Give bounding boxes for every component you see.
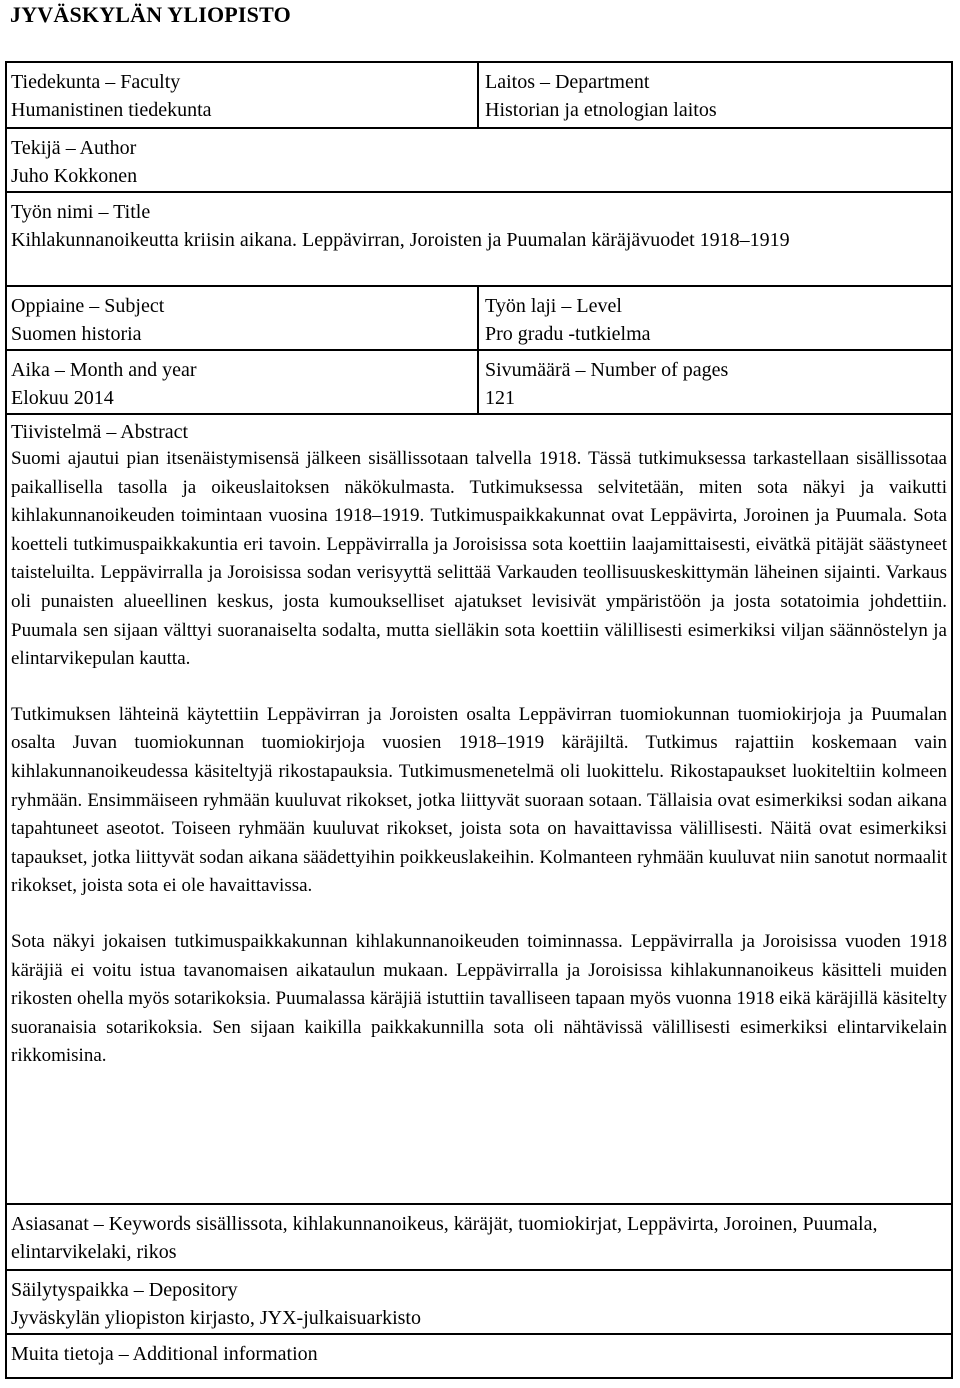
level-cell (479, 287, 951, 349)
depository-label: Säilytyspaikka – Depository (11, 1279, 238, 1301)
additional-row (7, 1335, 951, 1377)
pages-cell (479, 351, 951, 413)
date-pages-row (7, 351, 951, 415)
pages-label: Sivumäärä – Number of pages (485, 359, 729, 381)
faculty-cell (7, 63, 479, 127)
subject-cell (7, 287, 479, 349)
depository-row (7, 1271, 951, 1335)
subject-label: Oppiaine – Subject (11, 295, 165, 317)
author-label: Tekijä – Author (11, 137, 137, 159)
title-label: Työn nimi – Title (11, 201, 151, 223)
keywords-row (7, 1205, 951, 1271)
date-value: Elokuu 2014 (11, 387, 114, 409)
abstract-label: Tiivistelmä – Abstract (11, 421, 189, 443)
abstract-paragraph-1: Suomi ajautui pian itsenäistymisensä jälkeen sisällissotaan talvella 1918. Tässä tutkimuksessa tarkastellaan sisällissotaa paikallisella tasolla ja oikeuslaitoksen näkökulmasta. Tutkimuksessa selvitetään, miten sota näkyi ja vaikutti kihlakunnanoikeuden toimintaan vuosina 1918–1919. Tutkimuspaikkakunnat ovat Leppävirta, Joroinen ja Puumala. Sota koetteli tutkimuspaikkakuntia eri tavoin. Leppävirralla ja Joroisissa sota koettiin laajamittaisesti, eivätkä pitäjät säästyneet taisteluilta. Leppävirralla ja Joroisissa sodan verisyyttä selittää Varkauden teollisuuskeskittymän läheinen sijainti. Varkaus oli punaisten alueellinen keskus, josta kumoukselliset ajatukset levisivät ympäristöön ja josta sotatoimia johdettiin. Puumala sen sijaan välttyi suoranaiselta sodalta, mutta sielläkin sota koettiin välillisesti esimerkiksi viljan säännöstelyn ja elintarvikepulan kautta. (11, 448, 947, 670)
university-name: JYVÄSKYLÄN YLIOPISTO (10, 2, 291, 27)
keywords-label: Asiasanat – Keywords (11, 1213, 191, 1235)
pages-value: 121 (485, 387, 515, 409)
level-label: Työn laji – Level (485, 295, 622, 317)
keywords-cell (7, 1205, 951, 1269)
date-label: Aika – Month and year (11, 359, 197, 381)
additional-cell (7, 1335, 951, 1377)
title-value: Kihlakunnanoikeutta kriisin aikana. Leppävirran, Joroisten ja Puumalan käräjävuodet 1918–1919 (11, 229, 790, 251)
abstract-paragraph-3: Sota näkyi jokaisen tutkimuspaikkakunnan kihlakunnanoikeuden toiminnassa. Leppävirralla ja Joroisissa vuoden 1918 käräjiä ei voitu istua tavanomaisen aikataulun mukaan. Leppävirralla ja Joroisissa kihlakunnanoikeus käsitteli muiden rikosten ohella myös sotarikoksia. Puumalassa käräjiä istuttiin tavalliseen tapaan myös vuonna 1918 eikä käräjillä käsitelty suoranaisia sotarikoksia. Sen sijaan kaikilla paikkakunnilla sota oli nähtävissä välillisesti esimerkiksi elintarvikelain rikkomisina. (11, 930, 947, 1067)
author-row (7, 129, 951, 193)
additional-label: Muita tietoja – Additional information (11, 1343, 318, 1365)
depository-value: Jyväskylän yliopiston kirjasto, JYX-julkaisuarkisto (11, 1307, 421, 1329)
author-cell (7, 129, 951, 191)
date-cell (7, 351, 479, 413)
abstract-cell (7, 415, 951, 1203)
abstract-row (7, 415, 951, 1205)
abstract-paragraph-2: Tutkimuksen lähteinä käytettiin Leppävirran ja Joroisten osalta Leppävirran tuomiokunnan tuomiokirjoja ja Puumalan osalta Juvan tuomiokunnan tuomiokirjoja vuosien 1918–1919 käräjiltä. Tutkimus rajattiin koskemaan vain kihlakunnanoikeudessa käsiteltyjä rikostapauksia. Tutkimusmenetelmä oli luokittelu. Rikostapaukset luokiteltiin kolmeen ryhmään. Ensimmäiseen ryhmään kuuluvat rikokset, jotka liittyvät suoraan sotaan. Tällaisia ovat esimerkiksi sodan aikana tapahtuneet aseotot. Toiseen ryhmään kuuluvat rikokset, joista sota on havaittavissa välillisesti. Näitä ovat esimerkiksi tapaukset, jotka liittyvät sodan aikana säädettyihin poikkeuslakeihin. Kolmanteen ryhmään kuuluvat niin sanotut normaalit rikokset, joista sota ei ole havaittavissa. (11, 703, 947, 897)
faculty-department-row (7, 63, 951, 129)
title-row (7, 193, 951, 287)
level-value: Pro gradu -tutkielma (485, 323, 651, 345)
subject-level-row (7, 287, 951, 351)
subject-value: Suomen historia (11, 323, 142, 345)
faculty-value: Humanistinen tiedekunta (11, 99, 212, 121)
faculty-label: Tiedekunta – Faculty (11, 71, 181, 93)
depository-cell (7, 1271, 951, 1333)
department-value: Historian ja etnologian laitos (485, 99, 717, 121)
keywords-value: sisällissota, kihlakunnanoikeus, käräjät, tuomiokirjat, Leppävirta, Joroinen, Puumala, elintarvikelaki, rikos (11, 1213, 878, 1263)
abstract-form (5, 61, 953, 1379)
title-cell (7, 193, 951, 285)
department-cell (479, 63, 951, 127)
author-value: Juho Kokkonen (11, 165, 138, 187)
department-label: Laitos – Department (485, 71, 650, 93)
